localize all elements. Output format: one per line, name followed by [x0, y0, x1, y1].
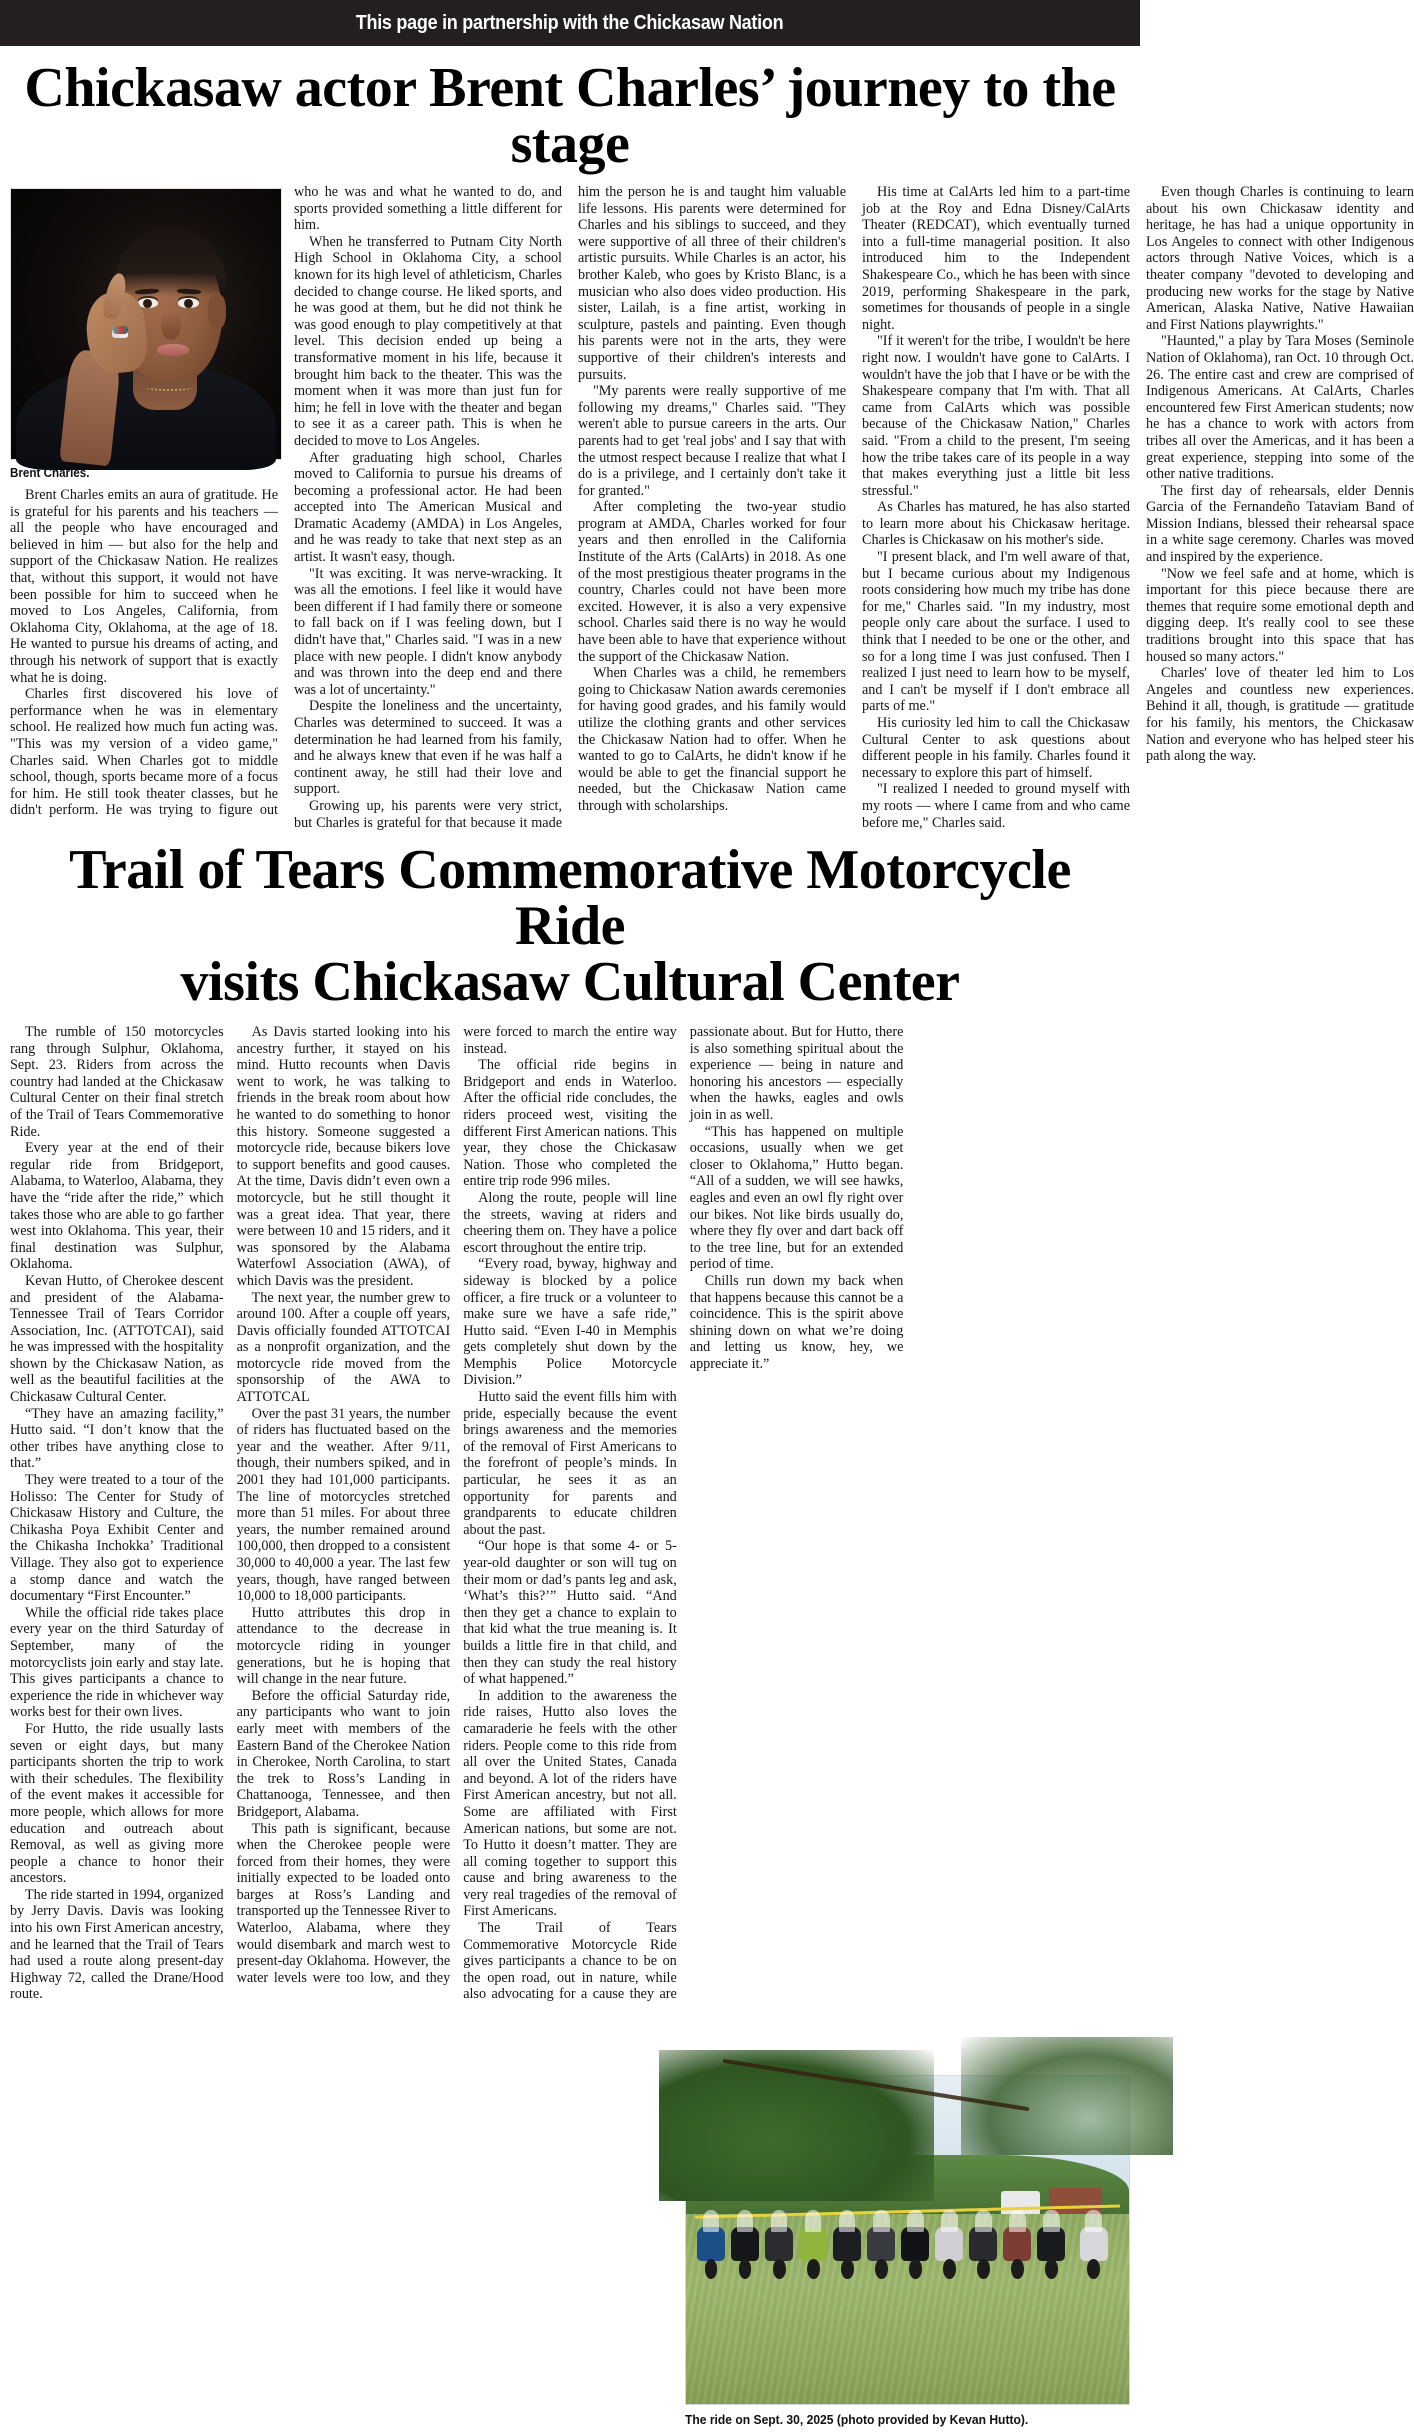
article1-paragraph: "I realized I needed to ground myself with my roots — where I came from and who came before me," Charles said. [862, 781, 1130, 831]
article2-paragraph: “They have an amazing facility,” Hutto said. “I don’t know that the other tribes have anything close to that.” [10, 1405, 224, 1472]
ride-motorcycle-row [695, 2207, 1120, 2279]
article2-paragraph: Hutto said the event fills him with pride, especially because the event brings awareness and the memories of the removal of First Americans to the forefront of people’s minds. In particular, he sees it as an opportunity for parents and grandparents to educate children about the past. [463, 1389, 677, 1538]
article1-paragraph: When he transferred to Putnam City North High School in Oklahoma City, a school known for its high level of athleticism, Charles decided to change course. He liked sports, and he was good at them, but he did not think he was good enough to play competitively at that level. This decision ended up being a transformative moment in his life, because it brought him back to the theater. This was the moment when it was more than just fun for him; he fell in love with the theater and began to see it as a career path. This is when he decided to move to Los Angeles. [294, 233, 562, 449]
motorcycle [695, 2207, 727, 2279]
article2-paragraph: In addition to the awareness the ride raises, Hutto also loves the camaraderie he feels with the other riders. People come to this ride from all over the United States, Canada and beyond. A lot of the riders have First American ancestry, but not all. Some are affiliated with First American nations, but some are not. To Hutto it doesn’t matter. They are all coming together to support this cause and bring awareness to the very real tragedies of the removal of First Americans. [463, 1687, 677, 1920]
article1-paragraph: After graduating high school, Charles moved to California to pursue his dreams of becoming a professional actor. He had been accepted into The American Musical and Dramatic Academy (AMDA) in Los Angeles, and he was ready to take that next step as an artist. It wasn't easy, though. [294, 449, 562, 566]
article2-headline [10, 832, 1130, 1024]
article2-paragraph: The next year, the number grew to around 100. After a couple off years, Davis officially founded ATTOTCAI as a nonprofit organization, and the motorcycle ride moved from the sponsorship of the AWA to ATTOTCAL [236, 1289, 451, 1406]
article1-paragraph: "Haunted," a play by Tara Moses (Seminole Nation of Oklahoma), ran Oct. 10 through Oct. 26. The entire cast and crew are comprised of Indigenous Americans. At CalArts, Charles encountered few First American students; now he has a chance to work with actors from tribes all over the Americas, and it has been a great experience, stepping into some of the other native traditions. [1146, 333, 1414, 483]
article2-paragraph: The ride started in 1994, organized by Jerry Davis. Davis was looking into his own First American ancestry, and he learned that the Trail of Tears had used a route along present-day Highway 72, called the Drane/Hood route. [10, 1886, 224, 2003]
article2-paragraph: For Hutto, the ride usually lasts seven or eight days, but many participants shorten the trip to work with their schedules. The flexibility of the event makes it accessible for more people, which allows for more education and outreach about Removal, as well as giving more people a chance to honor their ancestors. [10, 1720, 224, 1887]
article2-headline-line2: visits Chickasaw Cultural Center [180, 951, 960, 1013]
article2-paragraph: While the official ride takes place every year on the third Saturday of September, many of the motorcyclists join early and stay late. This gives participants a chance to experience the ride in whichever way works best for their own lives. [10, 1604, 224, 1721]
article2-paragraph: The official ride begins in Bridgeport and ends in Waterloo. After the official ride concludes, the riders proceed west, visiting the different First American nations. This year, they chose the Chickasaw Nation. Those who completed the entire trip rode 996 miles. [463, 1057, 677, 1190]
article-brent-charles [10, 46, 1414, 832]
motorcycle [967, 2207, 999, 2279]
motorcycle [831, 2207, 863, 2279]
motorcycle [933, 2207, 965, 2279]
article2-photo-caption: The ride on Sept. 30, 2025 (photo provided by Kevan Hutto). [685, 2412, 1029, 2427]
article2-layout [10, 1024, 1130, 2004]
motorcycle [865, 2207, 897, 2279]
article1-paragraph: The first day of rehearsals, elder Dennis Garcia of the Fernandeño Tataviam Band of Mission Indians, blessed their rehearsal space in a white sage ceremony. Charles was moved and inspired by the experience. [1146, 482, 1414, 566]
partnership-banner-text: This page in partnership with the Chickasaw Nation [356, 11, 784, 34]
article1-paragraph: "I present black, and I'm well aware of that, but I became curious about my Indigenous roots considering how much my tribe has done for me," Charles said. "In my industry, most people only care about the surface. I used to think that I needed to be one or the other, and so for a long time I was just confused. Then I realized I just need to learn how to be myself, and I can't be myself if I don't embrace all parts of me." [862, 549, 1130, 715]
motorcycle [797, 2207, 829, 2279]
article1-paragraph: Growing up, his parents were very strict, but Charles is grateful for that because it made him the person he is and taught him valuable life lessons. His parents were determined for Charles and his siblings to succeed, and they were supportive of all three of their children's artistic pursuits. While Charles is an actor, his brother Kaleb, who goes by Kristo Blanc, is a musician who also does video production. His sister, Lailah, is a fine artist, working in sculpture, pastels and painting. Even though his parents were not in the arts, they were supportive of their children's interests and pursuits. [294, 184, 846, 831]
newspaper-page [0, 46, 1414, 2427]
portrait-pupil-left [143, 299, 152, 308]
article1-paragraph: After completing the two-year studio program at AMDA, Charles worked for four years and then enrolled in the California Institute of the Arts (CalArts) in 2018. As one of the most prestigious theater programs in the country, Charles could not have been more excited. However, it is also a very expensive school. Charles said there is no way he would have been able to have that experience without the support of the Chickasaw Nation. [578, 499, 846, 665]
portrait-nose [161, 311, 181, 341]
article1-paragraph: Charles' love of theater led him to Los Angeles and countless new experiences. Behind it all, though, is gratitude — gratitude for his family, his mentors, the Chickasaw Nation and everyone who has helped steer his path along the way. [1146, 665, 1414, 765]
portrait-necklace [146, 385, 192, 391]
article2-paragraph: Kevan Hutto, of Cherokee descent and president of the Alabama-Tennessee Trail of Tears Corridor Association, Inc. (ATTOTCAI), said he was impressed with the hospitality shown by the Chickasaw Nation, as well as the beautiful facilities at the Chickasaw Cultural Center. [10, 1272, 224, 1406]
article2-paragraph: Hutto attributes this drop in attendance to the decrease in motorcycle riding in younger generations, but he is hoping that will change in the near future. [236, 1604, 451, 1688]
article1-paragraph: As Charles has matured, he has also started to learn more about his Chickasaw heritage. Charles is Chickasaw on his mother's side. [862, 499, 1130, 549]
motorcycle [763, 2207, 795, 2279]
article2-paragraph: The rumble of 150 motorcycles rang through Sulphur, Oklahoma, Sept. 23. Riders from across the country had landed at the Chickasaw Cultural Center on their final stretch of the Trail of Tears Commemorative Ride. [10, 1024, 224, 1140]
motorcycle [1078, 2207, 1110, 2279]
article2-headline-line1: Trail of Tears Commemorative Motorcycle Ride [69, 839, 1071, 957]
article1-figure [10, 188, 282, 481]
article1-paragraph: "It was exciting. It was nerve-wracking. It was all the emotions. I feel like it would have been different if I had family there or someone to fall back on if I was feeling down, but I didn't have that," Charles said. "I was in a new place with new people. I didn't know anybody and was thrown into the deep end and there was a lot of uncertainty." [294, 565, 562, 698]
article1-paragraph: Despite the loneliness and the uncertainty, Charles was determined to succeed. It was a determination he had learned from his family, and he always knew that even if he was half a continent away, he still had their love and support. [294, 698, 562, 798]
article2-paragraph: “Every road, byway, highway and sideway is blocked by a police officer, a fire truck or a volunteer to make sure we have a safe ride,” Hutto said. “Even I-40 in Memphis gets completely shut down by the Memphis Police Motorcycle Division.” [463, 1256, 677, 1389]
article1-paragraph: His time at CalArts led him to a part-time job at the Roy and Edna Disney/CalArts Theater (REDCAT), which eventually turned into a full-time managerial position. It also introduced him to the Independent Shakespeare Co., which he has been with since 2019, performing Shakespeare in the park, sometimes for thousands of people in a single night. [862, 184, 1130, 333]
article-trail-of-tears-ride [10, 832, 1130, 2004]
article2-paragraph: Before the official Saturday ride, any participants who want to join early meet with members of the Eastern Band of the Cherokee Nation in Cherokee, North Carolina, to start the trek to Ross’s Landing in Chattanooga, Tennessee, and then Bridgeport, Alabama. [236, 1687, 451, 1820]
article2-body [10, 1024, 1130, 2004]
article1-paragraph: His curiosity led him to call the Chickasaw Cultural Center to ask questions about different people in his family. Charles found it necessary to explore this part of himself. [862, 715, 1130, 781]
article1-paragraph: Even though Charles is continuing to learn about his own Chickasaw identity and heritage, he has had a unique opportunity in Los Angeles to connect with other Indigenous actors through Native Voices, which is a theater company "devoted to developing and producing new works for the stage by Native American, Alaska Native, Native Hawaiian and First Nations playwrights." [1146, 184, 1414, 333]
article2-paragraph: Over the past 31 years, the number of riders has fluctuated based on the year and the weather. After 9/11, though, their numbers spiked, and in 2001 they had 101,000 participants. The line of motorcycles stretched more than 51 miles. For about three years, the number remained around 100,000, then dropped to a consistent 30,000 to 40,000 a year. The last few years, though, have ranged between 10,000 to 18,000 participants. [236, 1405, 451, 1605]
article1-paragraph: "If it weren't for the tribe, I wouldn't be here right now. I wouldn't have gone to CalArts. I wouldn't have the job that I have or be with the Shakespeare company that I'm with. That all came from CalArts which was possible because of the Chickasaw Nation," Charles said. "From a child to the present, I'm seeing how the tribe takes care of its people in a way that makes everything just a little bit less stressful." [862, 333, 1130, 499]
article2-paragraph: “This has happened on multiple occasions, usually when we get closer to Oklahoma,” Hutto began. “All of a sudden, we will see hawks, eagles and even an owl fly right over our bikes. Not like birds usually do, where they fly over and dart back off to the tree line, but for an extended period of time. [689, 1123, 904, 1273]
motorcycle [1035, 2207, 1067, 2279]
portrait-ring-stone [113, 326, 128, 335]
article2-paragraph: As Davis started looking into his ancestry further, it stayed on his mind. Hutto recounts when Davis went to work, he was talking to friends in the break room about how he wanted to do something to honor this history. Someone suggested a motorcycle ride, because bikers love to support benefits and good causes. At the time, Davis didn’t even own a motorcycle, but he still thought it was a great idea. That year, there were between 10 and 15 riders, and it was sponsored by the Alabama Waterfowl Association (AWA), of which Davis was the president. [236, 1024, 451, 1289]
article2-paragraph: Chills run down my back when that happens because this cannot be a coincidence. This is the spirit above shining down on what we’re doing and letting us know, hey, we appreciate it.” [689, 1272, 904, 1372]
article1-paragraph: "Now we feel safe and at home, which is important for this piece because there are themes that require some emotional depth and digging deep. It's really cool to see these traditions brought into this space that has housed so many actors." [1146, 565, 1414, 665]
article2-paragraph: They were treated to a tour of the Holisso: The Center for Study of Chickasaw History and Culture, the Chikasha Poya Exhibit Center and the Chikasha Inchokka’ Traditional Village. They also got to experience a stomp dance and watch the documentary “First Encounter.” [10, 1472, 224, 1605]
ride-tree-canopy-right [961, 2037, 1174, 2155]
partnership-banner [0, 0, 1140, 46]
article1-paragraph: Brent Charles emits an aura of gratitude. He is grateful for his parents and his teachers — all the people who have encouraged and believed in him — but also for the help and support of the Chickasaw Nation. He realizes that, without this support, it would not have been possible for him to succeed when he moved to Los Angeles, California, from Oklahoma City, Oklahoma, at the age of 18. He wanted to pursue his dreams of acting, and through his network of support that is exactly what he is doing. [10, 487, 278, 686]
article1-paragraph: "My parents were really supportive of me following my dreams," Charles said. "They weren't able to pursue careers in the arts. Our parents had to get 'real jobs' and I say that with the utmost respect because I realize that what I do is a privilege, and I certainly don't take it for granted." [578, 383, 846, 499]
brent-charles-photo [10, 188, 282, 460]
article1-paragraph: Charles first discovered his love of performance when he was in elementary school. He realized how much fun acting was. "This was my version of a video game," Charles said. When Charles got to middle school, though, sports became more of a focus for him. He still took theater classes, but he didn't perform. He was trying to figure out who he was and what he wanted to do, and sports provided something a little different for him. [10, 184, 562, 819]
article2-paragraph: “Our hope is that some 4- or 5-year-old daughter or son will tug on their mom or dad’s pants leg and ask, ‘What’s this?’” Hutto said. “And then they get a chance to explain to that kid what the true meaning is. It builds a little fire in that child, and then they can study the real history of what happened.” [463, 1538, 677, 1688]
article1-headline: Chickasaw actor Brent Charles’ journey to the stage [24, 57, 1116, 175]
article1-paragraph: When Charles was a child, he remembers going to Chickasaw Nation awards ceremonies for having good grades, and his family would utilize the clothing grants and other services the Chickasaw Nation had to offer. When he wanted to go to CalArts, he didn't know if he would be able to get the financial support he needed, but the Chickasaw Nation came through with scholarships. [578, 665, 846, 814]
motorcycle [1001, 2207, 1033, 2279]
portrait-ear [208, 294, 226, 329]
article2-paragraph: This path is significant, because when the Cherokee people were forced from their homes, they were initially expected to be loaded onto barges at Ross’s Landing and transported up the Tennessee River to Waterloo, Alabama, where they would disembark and march west to present-day Oklahoma. However, the water levels were too low, and they were forced to march the entire way instead. [236, 1024, 677, 1986]
article2-figure [685, 2075, 1130, 2427]
portrait-pupil-right [184, 299, 193, 308]
article2-paragraph: Along the route, people will line the streets, waving at riders and cheering them on. They have a police escort throughout the entire trip. [463, 1189, 677, 1256]
article2-paragraph: The Trail of Tears Commemorative Motorcycle Ride gives participants a chance to be on the open road, out in nature, while also advocating for a cause they are passionate about. But for Hutto, there is also something spiritual about the experience — being in nature and honoring his ancestors — especially when the hawks, eagles and owls join in as well. [463, 1024, 904, 2003]
trail-of-tears-ride-photo [685, 2075, 1130, 2405]
motorcycle [729, 2207, 761, 2279]
article1-body [10, 184, 1414, 832]
motorcycle [899, 2207, 931, 2279]
article2-paragraph: Every year at the end of their regular ride from Bridgeport, Alabama, to Waterloo, Alabama, they have the “ride after the ride,” which takes those who are able to go farther west into Oklahoma. This year, their final destination was Sulphur, Oklahoma. [10, 1140, 224, 1273]
article1-photo-caption: Brent Charles. [10, 466, 90, 480]
